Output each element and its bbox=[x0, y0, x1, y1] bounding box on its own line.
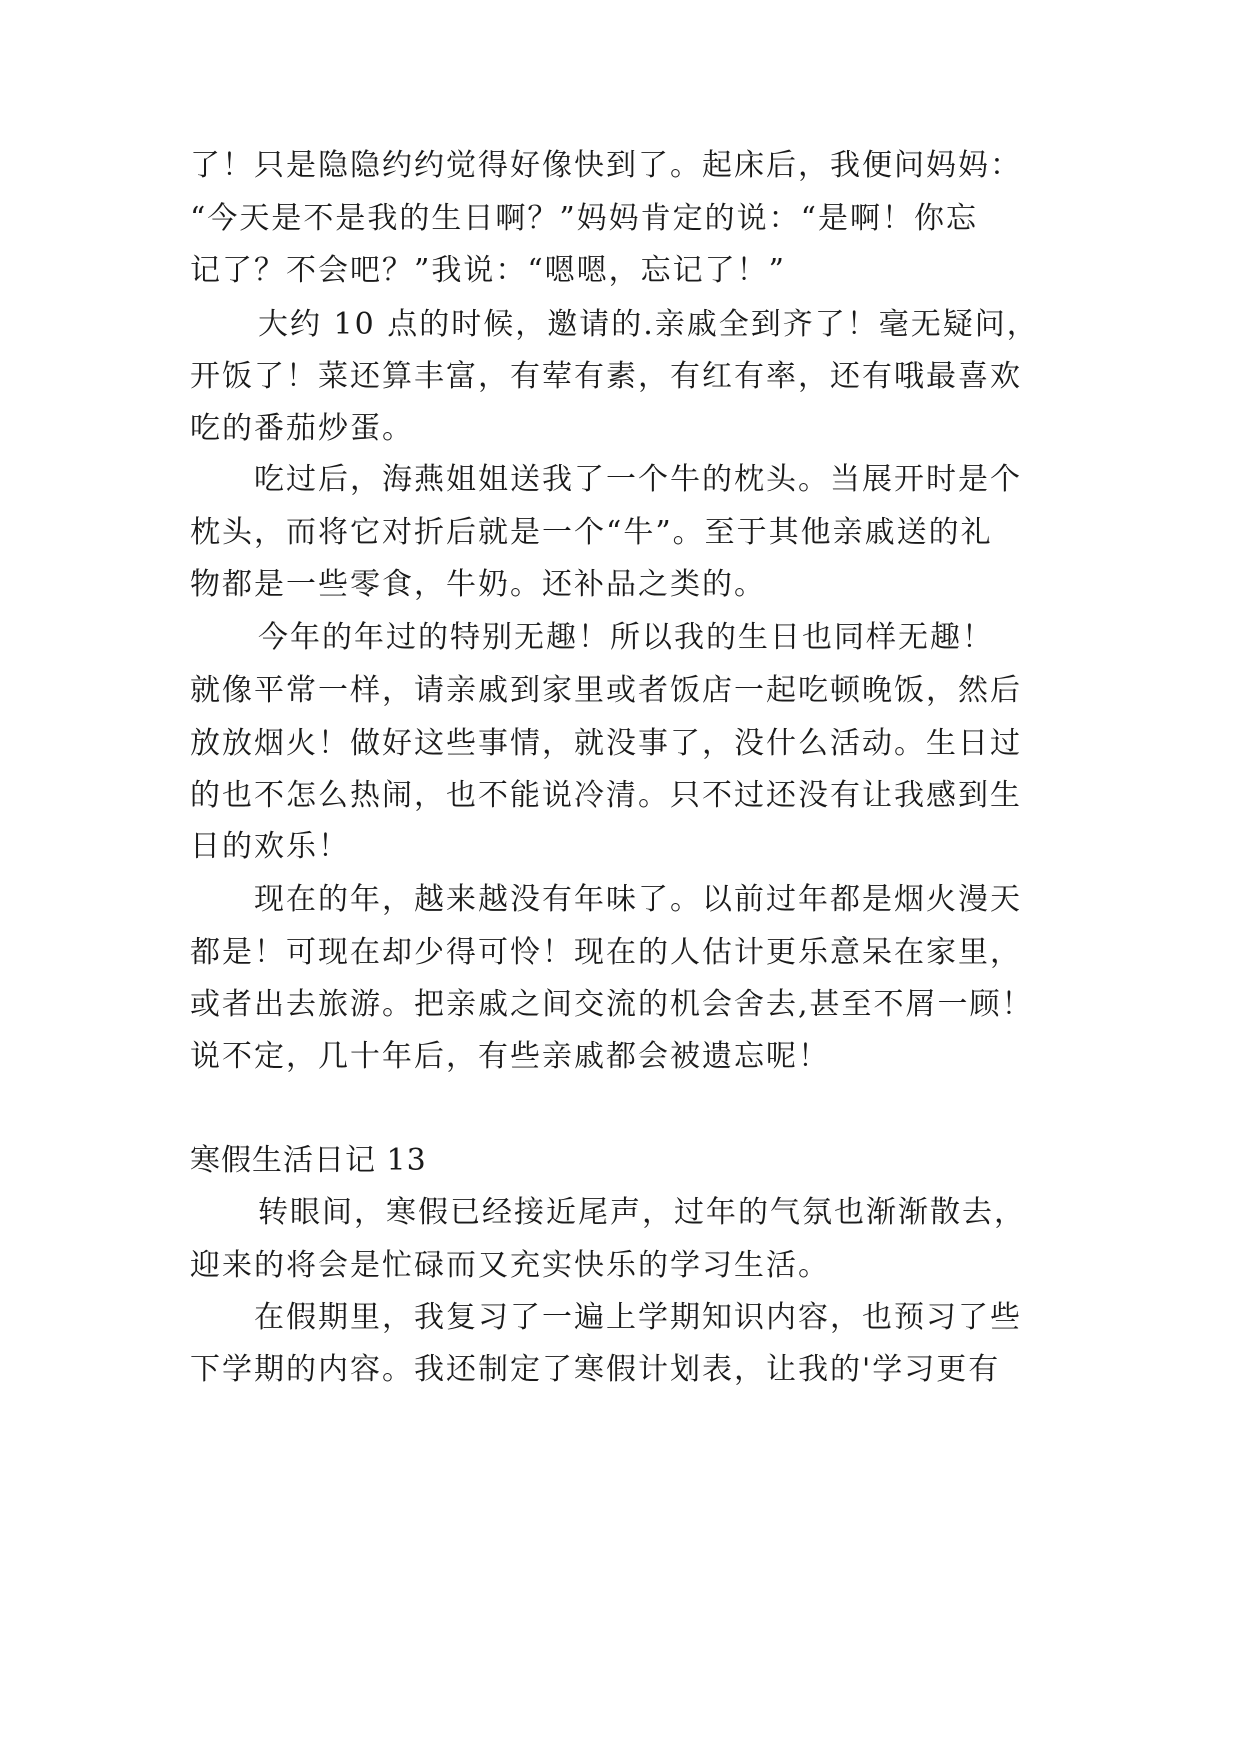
text-line: 或者出去旅游。把亲戚之间交流的机会舍去,甚至不屑一顾！ bbox=[190, 987, 1034, 1022]
text-line: 放放烟火！做好这些事情，就没事了，没什么活动。生日过 bbox=[190, 726, 1022, 761]
text-line: 枕头，而将它对折后就是一个“牛”。至于其他亲戚送的礼 bbox=[190, 515, 993, 550]
paragraph-start-line: 在假期里，我复习了一遍上学期知识内容，也预习了些 bbox=[254, 1300, 1022, 1335]
paragraph-start-line: 吃过后，海燕姐姐送我了一个牛的枕头。当展开时是个 bbox=[254, 462, 1022, 497]
text-line: 就像平常一样，请亲戚到家里或者饭店一起吃顿晚饭，然后 bbox=[190, 673, 1022, 708]
text-line: 下学期的内容。我还制定了寒假计划表，让我的'学习更有 bbox=[190, 1352, 1001, 1387]
text-line: 记了？不会吧？”我说：“嗯嗯，忘记了！” bbox=[190, 253, 787, 288]
text-line: 了！只是隐隐约约觉得好像快到了。起床后，我便问妈妈： bbox=[190, 148, 1022, 183]
paragraph-start-line: 大约 10 点的时候，邀请的.亲戚全到齐了！毫无疑问， bbox=[258, 307, 1039, 342]
paragraph-start-line: 今年的年过的特别无趣！所以我的生日也同样无趣！ bbox=[258, 620, 994, 655]
text-line: “今天是不是我的生日啊？”妈妈肯定的说：“是啊！你忘 bbox=[190, 201, 979, 236]
text-line: 日的欢乐！ bbox=[190, 829, 350, 864]
text-line: 迎来的将会是忙碌而又充实快乐的学习生活。 bbox=[190, 1248, 830, 1283]
paragraph-start-line: 现在的年，越来越没有年味了。以前过年都是烟火漫天 bbox=[254, 882, 1022, 917]
text-line: 的也不怎么热闹，也不能说冷清。只不过还没有让我感到生 bbox=[190, 778, 1022, 813]
text-line: 开饭了！菜还算丰富，有荤有素，有红有率，还有哦最喜欢 bbox=[190, 359, 1022, 394]
section-heading: 寒假生活日记 13 bbox=[190, 1143, 427, 1178]
text-line: 都是！可现在却少得可怜！现在的人估计更乐意呆在家里， bbox=[190, 935, 1022, 970]
paragraph-start-line: 转眼间，寒假已经接近尾声，过年的气氛也渐渐散去， bbox=[258, 1195, 1026, 1230]
text-line: 物都是一些零食，牛奶。还补品之类的。 bbox=[190, 567, 766, 602]
text-line: 说不定，几十年后，有些亲戚都会被遗忘呢！ bbox=[190, 1039, 830, 1074]
text-line: 吃的番茄炒蛋。 bbox=[190, 411, 414, 446]
